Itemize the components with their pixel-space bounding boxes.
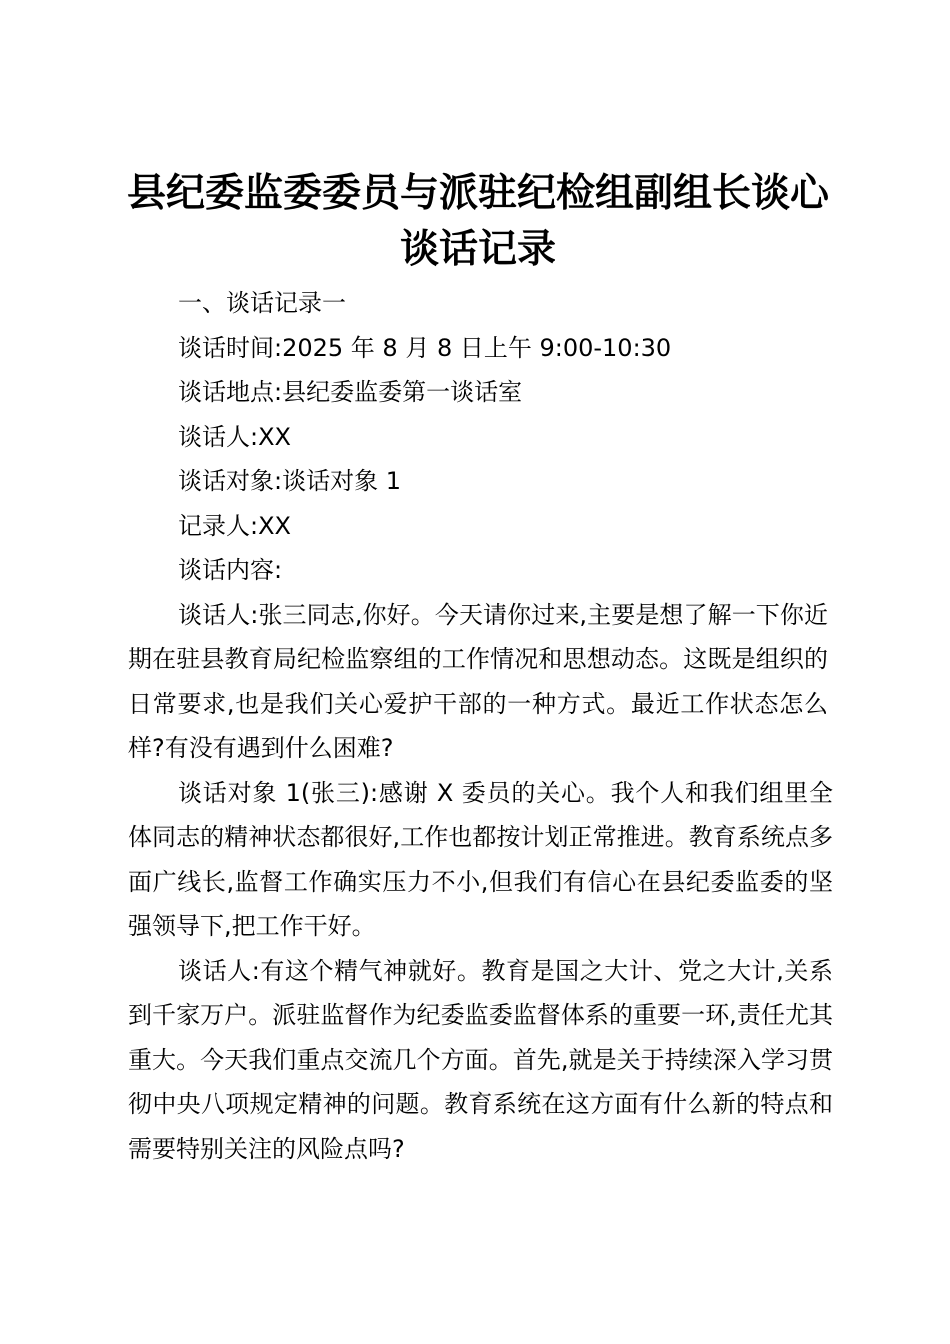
content-label: 谈话内容: bbox=[178, 556, 283, 584]
meta-place: 谈话地点:县纪委监委第一谈话室 bbox=[178, 378, 523, 406]
meta-speaker: 谈话人:XX bbox=[178, 422, 291, 451]
document-body bbox=[128, 281, 833, 1171]
document-title: 县纪委监委委员与派驻纪检组副组长谈心谈话记录 bbox=[126, 170, 829, 272]
section-heading: 一、谈话记录一 bbox=[178, 289, 346, 317]
meta-recorder: 记录人:XX bbox=[178, 511, 291, 540]
paragraph-3: 谈话人:有这个精气神就好。教育是国之大计、党之大计,关系到千家万户。派驻监督作为纪委监委监督体系的重要一环,责任尤其重大。今天我们重点交流几个方面。首先,就是关于持续深入学习贯彻中央八项规定精神的问题。教育系统在这方面有什么新的特点和需要特别关注的风险点吗? bbox=[128, 956, 833, 1163]
paragraph-2: 谈话对象 1(张三):感谢 X 委员的关心。我个人和我们组里全体同志的精神状态都很好,工作也都按计划正常推进。教育系统点多面广线长,监督工作确实压力不小,但我们有信心在县纪委监委的坚强领导下,把工作干好。 bbox=[128, 778, 833, 940]
meta-subject: 谈话对象:谈话对象 1 bbox=[178, 467, 401, 495]
meta-time: 谈话时间:2025 年 8 月 8 日上午 9:00-10:30 bbox=[178, 333, 672, 362]
paragraph-1: 谈话人:张三同志,你好。今天请你过来,主要是想了解一下你近期在驻县教育局纪检监察组的工作情况和思想动态。这既是组织的日常要求,也是我们关心爱护干部的一种方式。最近工作状态怎么样?有没有遇到什么困难? bbox=[128, 600, 828, 762]
